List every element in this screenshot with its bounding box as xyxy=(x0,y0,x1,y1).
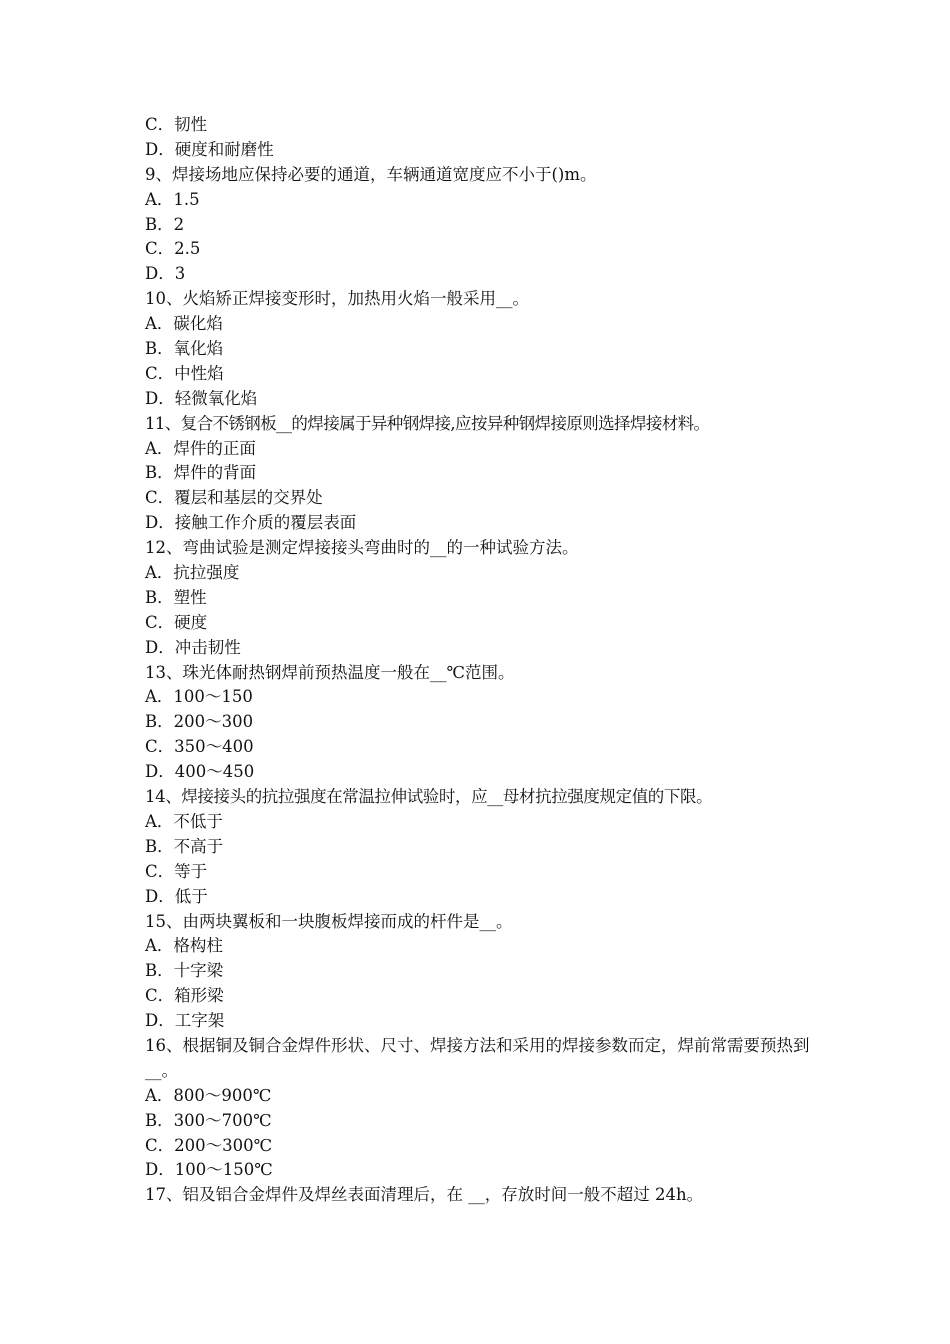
option-line: B．300～700℃ xyxy=(145,1110,272,1130)
option-line: B．焊件的背面 xyxy=(145,463,257,483)
option-line: B．200～300 xyxy=(145,712,254,732)
option-line: B．塑性 xyxy=(145,587,207,607)
option-line: D．工字架 xyxy=(145,1011,225,1031)
option-line: D．硬度和耐磨性 xyxy=(145,139,274,159)
option-line: B．氧化焰 xyxy=(145,339,224,359)
question-line: 10、火焰矫正焊接变形时，加热用火焰一般采用__。 xyxy=(145,289,529,309)
question-line: 15、由两块翼板和一块腹板焊接而成的杆件是__。 xyxy=(145,911,513,931)
option-line: A．1.5 xyxy=(145,189,200,209)
question-line: 9、焊接场地应保持必要的通道，车辆通道宽度应不小于()m。 xyxy=(145,164,597,184)
option-line: C．等于 xyxy=(145,861,208,881)
option-line: B．十字梁 xyxy=(145,961,224,981)
question-line: 11、复合不锈钢板__的焊接属于异种钢焊接,应按异种钢焊接原则选择焊接材料。 xyxy=(145,413,710,433)
document-page xyxy=(145,113,825,1208)
question-line: 12、弯曲试验是测定焊接接头弯曲时的__的一种试验方法。 xyxy=(145,538,579,558)
option-line: D．400～450 xyxy=(145,762,255,782)
option-line: A．格构柱 xyxy=(145,936,223,956)
question-line: 14、焊接接头的抗拉强度在常温拉伸试验时，应__母材抗拉强度规定值的下限。 xyxy=(145,787,713,807)
option-line: C．2.5 xyxy=(145,239,201,259)
option-line: A．焊件的正面 xyxy=(145,438,256,458)
option-line: C．箱形梁 xyxy=(145,986,224,1006)
option-line: C．350～400 xyxy=(145,737,254,757)
option-line: A．碳化焰 xyxy=(145,314,223,334)
option-line: D．100～150℃ xyxy=(145,1160,273,1180)
option-line: C．韧性 xyxy=(145,115,208,134)
option-line: B．不高于 xyxy=(145,836,224,856)
option-line: D．轻微氧化焰 xyxy=(145,388,258,408)
option-line: D．接触工作介质的覆层表面 xyxy=(145,513,357,533)
option-line: B．2 xyxy=(145,214,185,234)
option-line: C．200～300℃ xyxy=(145,1135,273,1155)
option-line: D．低于 xyxy=(145,886,208,906)
option-line: A．抗拉强度 xyxy=(145,563,240,583)
question-line: 13、珠光体耐热钢焊前预热温度一般在__℃范围。 xyxy=(145,662,515,682)
option-line: D．3 xyxy=(145,264,186,284)
option-line: C．中性焰 xyxy=(145,363,224,383)
option-line: D．冲击韧性 xyxy=(145,637,241,657)
option-line: C．覆层和基层的交界处 xyxy=(145,488,323,508)
question-line: 16、根据铜及铜合金焊件形状、尺寸、焊接方法和采用的焊接参数而定，焊前常需要预热到__。 xyxy=(145,1035,810,1080)
option-line: C．硬度 xyxy=(145,612,208,632)
option-line: A．100～150 xyxy=(145,687,253,707)
option-line: A．不低于 xyxy=(145,811,223,831)
option-line: A．800～900℃ xyxy=(145,1085,272,1105)
question-line: 17、铝及铝合金焊件及焊丝表面清理后，在 __，存放时间一般不超过 24h。 xyxy=(145,1185,704,1205)
